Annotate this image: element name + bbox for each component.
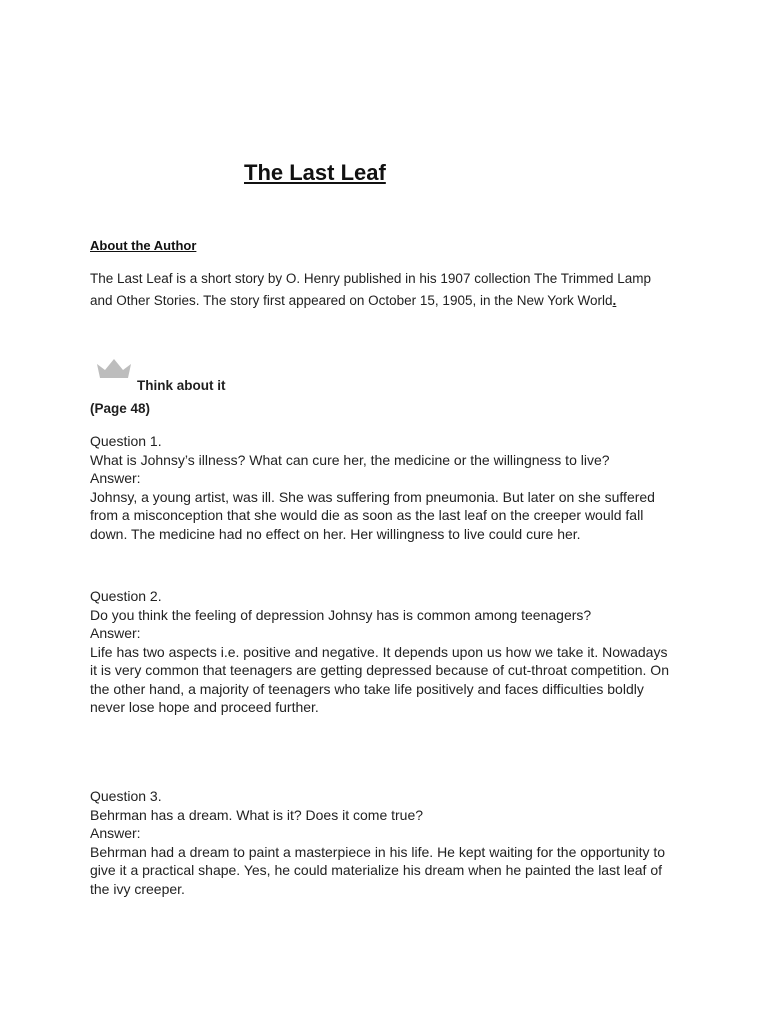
question-number: Question 2. bbox=[90, 588, 162, 604]
question-number: Question 3. bbox=[90, 788, 162, 804]
intro-paragraph bbox=[90, 268, 670, 312]
answer-text: Life has two aspects i.e. positive and negative. It depends upon us how we take it. Nowadays it is very common that teenagers are getting depressed because of cut-throat competition. On the other hand, a majority of teenagers who take life positively and faces difficulties boldly never lose hope and proceed further. bbox=[90, 643, 669, 715]
intro-end: . bbox=[612, 293, 617, 308]
think-about-it-label: Think about it bbox=[137, 378, 226, 393]
crown-icon bbox=[94, 356, 134, 380]
answer-label: Answer: bbox=[90, 470, 141, 486]
answer-text: Behrman had a dream to paint a masterpiece in his life. He kept waiting for the opportunity to give it a practical shape. Yes, he could materialize his dream when he painted the last leaf of the ivy creeper. bbox=[90, 843, 666, 897]
answer-text: Johnsy, a young artist, was ill. She was suffering from pneumonia. But later on she suffered from a misconception that she would die as soon as the last leaf on the creeper would fall down. The medicine had no effect on her. Her willingness to live could cure her. bbox=[90, 488, 655, 542]
question-block bbox=[90, 587, 670, 717]
answer-label: Answer: bbox=[90, 825, 141, 841]
question-block bbox=[90, 432, 670, 543]
question-block bbox=[90, 787, 670, 898]
page-reference: (Page 48) bbox=[90, 401, 151, 416]
about-author-heading: About the Author bbox=[90, 238, 197, 253]
page-title: The Last Leaf bbox=[244, 160, 386, 185]
question-text: What is Johnsy’s illness? What can cure her, the medicine or the willingness to live? bbox=[90, 451, 610, 468]
intro-text: The Last Leaf is a short story by O. Henry published in his 1907 collection The Trimmed Lamp and Other Stories. The story first appeared on October 15, 1905, in the New York World bbox=[90, 271, 652, 308]
answer-label: Answer: bbox=[90, 625, 141, 641]
question-text: Do you think the feeling of depression Johnsy has is common among teenagers? bbox=[90, 606, 592, 623]
question-text: Behrman has a dream. What is it? Does it come true? bbox=[90, 806, 424, 823]
question-number: Question 1. bbox=[90, 433, 162, 449]
